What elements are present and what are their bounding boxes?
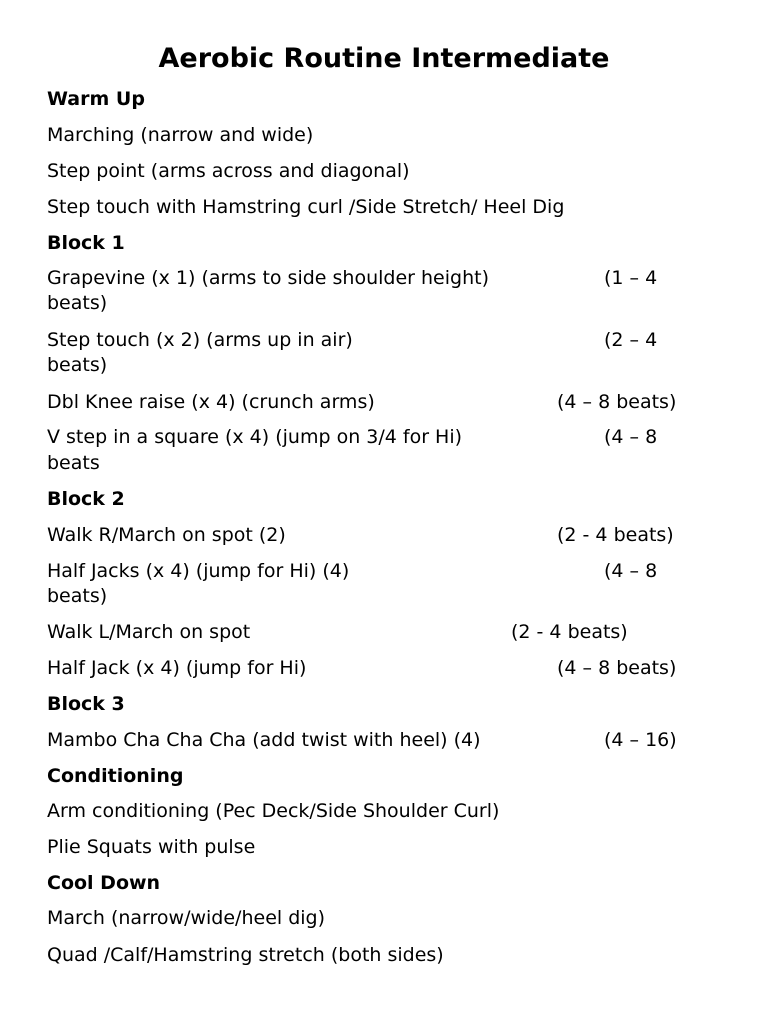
block-1-beats: (1 – 4: [604, 267, 658, 289]
block-1-move: Grapevine (x 1) (arms to side shoulder height): [47, 267, 489, 289]
block-2-beats-continued: beats): [47, 585, 108, 607]
block-2-move: Walk L/March on spot: [47, 621, 251, 643]
section-heading-block-1: Block 1: [47, 232, 125, 254]
block-1-beats-continued: beats: [47, 452, 100, 474]
warm-up-item: Marching (narrow and wide): [47, 124, 314, 146]
block-2-beats: (4 – 8: [604, 560, 658, 582]
block-2-move: Walk R/March on spot (2): [47, 524, 286, 546]
section-heading-block-3: Block 3: [47, 693, 125, 715]
page-title: Aerobic Routine Intermediate: [158, 43, 610, 74]
cool-down-item: Quad /Calf/Hamstring stretch (both sides): [47, 944, 444, 966]
block-1-beats: (4 – 8: [604, 426, 658, 448]
block-1-beats-continued: beats): [47, 292, 108, 314]
section-heading-block-2: Block 2: [47, 488, 125, 510]
section-heading-warm-up: Warm Up: [47, 88, 145, 110]
block-2-move: Half Jacks (x 4) (jump for Hi) (4): [47, 560, 350, 582]
warm-up-item: Step touch with Hamstring curl /Side Stretch/ Heel Dig: [47, 196, 565, 218]
block-2-move: Half Jack (x 4) (jump for Hi): [47, 657, 307, 679]
block-1-beats: (4 – 8 beats): [557, 391, 677, 413]
conditioning-item: Arm conditioning (Pec Deck/Side Shoulder Curl): [47, 800, 500, 822]
cool-down-item: March (narrow/wide/heel dig): [47, 907, 326, 929]
block-1-beats: (2 – 4: [604, 329, 658, 351]
conditioning-item: Plie Squats with pulse: [47, 836, 256, 858]
block-2-beats: (2 - 4 beats): [511, 621, 628, 643]
block-1-move: Dbl Knee raise (x 4) (crunch arms): [47, 391, 375, 413]
warm-up-item: Step point (arms across and diagonal): [47, 160, 410, 182]
block-3-beats: (4 – 16): [604, 729, 677, 751]
section-heading-cool-down: Cool Down: [47, 872, 161, 894]
block-3-move: Mambo Cha Cha Cha (add twist with heel) (4): [47, 729, 481, 751]
block-1-beats-continued: beats): [47, 354, 108, 376]
section-heading-conditioning: Conditioning: [47, 765, 184, 787]
block-1-move: Step touch (x 2) (arms up in air): [47, 329, 353, 351]
block-2-beats: (4 – 8 beats): [557, 657, 677, 679]
block-1-move: V step in a square (x 4) (jump on 3/4 for Hi): [47, 426, 463, 448]
block-2-beats: (2 - 4 beats): [557, 524, 674, 546]
